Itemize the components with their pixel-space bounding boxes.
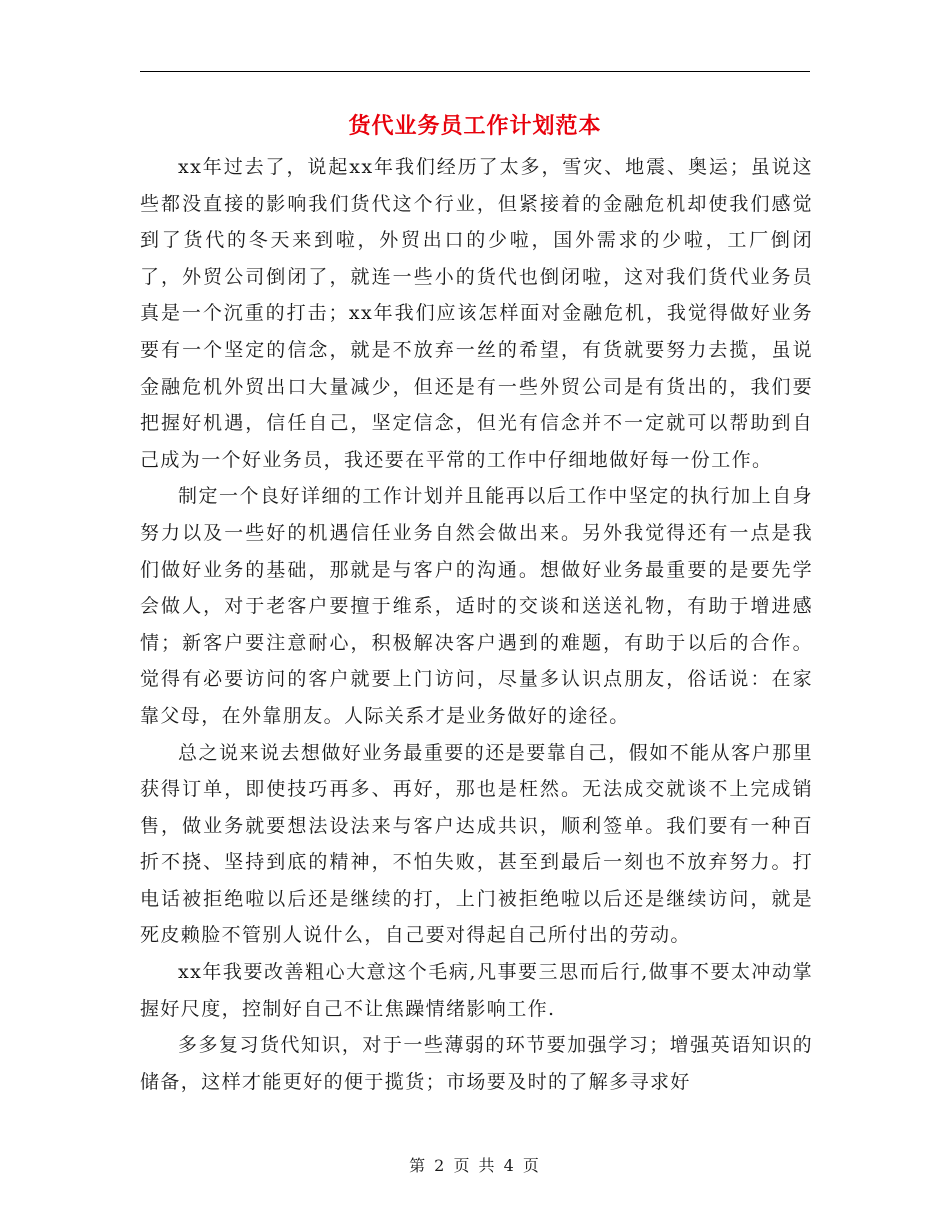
- page-title: 货代业务员工作计划范本: [348, 113, 602, 139]
- paragraph-3: 总之说来说去想做好业务最重要的还是要靠自己，假如不能从客户那里获得订单，即使技巧再多、再好，那也是枉然。无法成交就谈不上完成销售，做业务就要想法设法来与客户达成共识，顺利签单。我们要有一种百折不挠、坚持到底的精神，不怕失败，甚至到最后一刻也不放弃努力。打电话被拒绝啦以后还是继续的打，上门被拒绝啦以后还是继续访问，就是死皮赖脸不管别人说什么，自己要对得起自己所付出的劳动。: [140, 741, 813, 947]
- paragraph-1: xx年过去了，说起xx年我们经历了太多，雪灾、地震、奥运；虽说这些都没直接的影响我们货代这个行业，但紧接着的金融危机却使我们感觉到了货代的冬天来到啦，外贸出口的少啦，国外需求的少啦，工厂倒闭了，外贸公司倒闭了，就连一些小的货代也倒闭啦，这对我们货代业务员真是一个沉重的打击；xx年我们应该怎样面对金融危机，我觉得做好业务要有一个坚定的信念，就是不放弃一丝的希望，有货就要努力去揽，虽说金融危机外贸出口大量减少，但还是有一些外贸公司是有货出的，我们要把握好机遇，信任自己，坚定信念，但光有信念并不一定就可以帮助到自己成为一个好业务员，我还要在平常的工作中仔细地做好每一份工作。: [140, 156, 813, 471]
- paragraph-5: 多多复习货代知识，对于一些薄弱的环节要加强学习；增强英语知识的储备，这样才能更好的便于揽货；市场要及时的了解多寻求好: [140, 1034, 813, 1093]
- page-number-footer: 第 2 页 共 4 页: [409, 1156, 541, 1175]
- header-rule: [140, 71, 810, 72]
- document-body: [140, 149, 813, 1100]
- paragraph-4: xx年我要改善粗心大意这个毛病,凡事要三思而后行,做事不要太冲动掌握好尺度，控制好自己不让焦躁情绪影响工作.: [140, 961, 813, 1020]
- paragraph-2: 制定一个良好详细的工作计划并且能再以后工作中坚定的执行加上自身努力以及一些好的机遇信任业务自然会做出来。另外我觉得还有一点是我们做好业务的基础，那就是与客户的沟通。想做好业务最重要的是要先学会做人，对于老客户要擅于维系，适时的交谈和送送礼物，有助于增进感情；新客户要注意耐心，积极解决客户遇到的难题，有助于以后的合作。觉得有必要访问的客户就要上门访问，尽量多认识点朋友，俗话说：在家靠父母，在外靠朋友。人际关系才是业务做好的途径。: [140, 485, 813, 727]
